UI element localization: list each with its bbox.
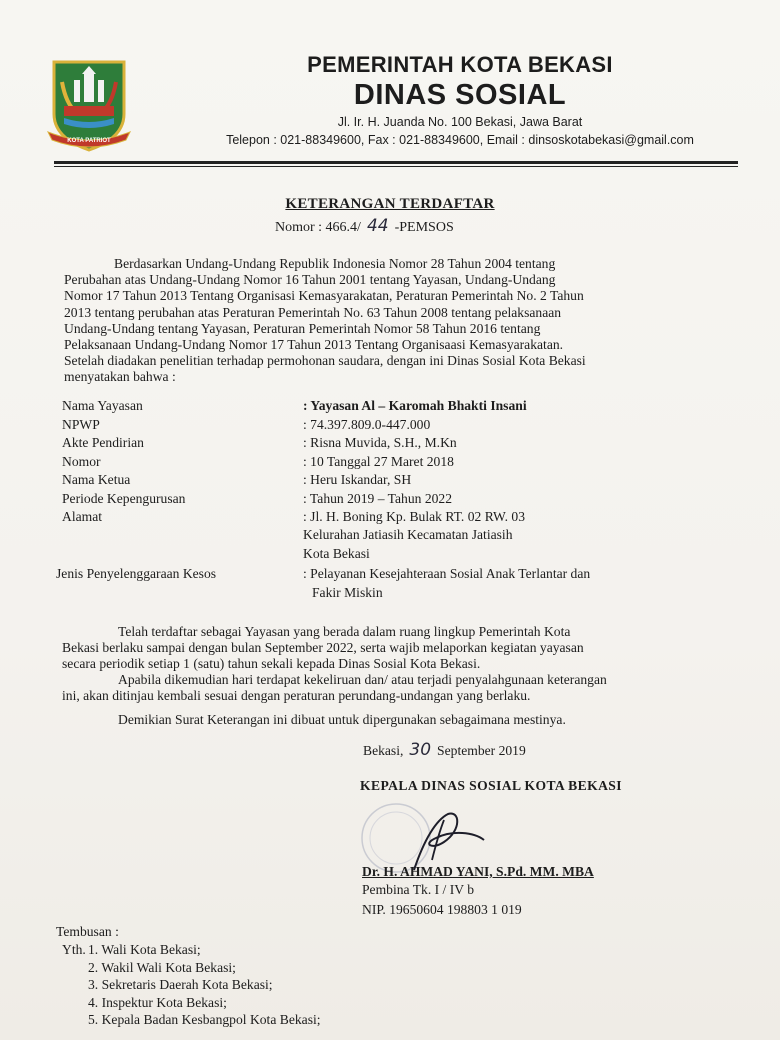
signatory-rank: Pembina Tk. I / IV b <box>362 882 475 897</box>
field-label: NPWP <box>62 417 100 432</box>
field-value: : 74.397.809.0-447.000 <box>303 417 431 432</box>
field-value: : Risna Muvida, S.H., M.Kn <box>303 435 457 450</box>
document-number: Nomor : 466.4/ 44 -PEMSOS <box>275 216 454 236</box>
field-label: Nama Yayasan <box>62 398 143 413</box>
field-label: Akte Pendirian <box>62 435 144 450</box>
bekasi-city-emblem <box>44 54 134 154</box>
field-label: Nomor <box>62 454 101 469</box>
field-value: : Jl. H. Boning Kp. Bulak RT. 02 RW. 03 <box>303 509 525 524</box>
registration-paragraph: Telah terdaftar sebagai Yayasan yang berada dalam ruang lingkup Pemerintah Kota Bekasi berlaku sampai dengan bulan September 2022, serta wajib melaporkan kegiatan yayasan secara periodik setiap 1 (satu) tahun sekali kepada Dinas Sosial Kota Bekasi. <box>62 624 584 672</box>
kesos-value-cont: Fakir Miskin <box>312 585 383 600</box>
cc-item: 5. Kepala Badan Kesbangpol Kota Bekasi; <box>88 1012 321 1027</box>
field-value: : Heru Iskandar, SH <box>303 472 412 487</box>
cc-item: 2. Wakil Wali Kota Bekasi; <box>88 960 236 975</box>
cc-item: 4. Inspektur Kota Bekasi; <box>88 995 227 1010</box>
agency-contact: Telepon : 021-88349600, Fax : 021-88349600, Email : dinsoskotabekasi@gmail.com <box>226 133 694 147</box>
signatory-name: Dr. H. AHMAD YANI, S.Pd. MM. MBA <box>362 864 594 879</box>
letterhead <box>150 52 770 147</box>
signatory-nip: NIP. 19650604 198803 1 019 <box>362 902 522 917</box>
field-value: : Yayasan Al – Karomah Bhakti Insani <box>303 398 527 413</box>
cc-item: 1. Wali Kota Bekasi; <box>88 942 201 957</box>
signatory-position: KEPALA DINAS SOSIAL KOTA BEKASI <box>360 778 622 793</box>
agency-name: DINAS SOSIAL <box>353 79 567 111</box>
cc-yth: Yth. <box>62 942 86 957</box>
kesos-value: : Pelayanan Kesejahteraan Sosial Anak Terlantar dan <box>303 566 591 581</box>
agency-address: Jl. Ir. H. Juanda No. 100 Bekasi, Jawa Barat <box>337 115 583 129</box>
closing-paragraph: Demikian Surat Keterangan ini dibuat untuk dipergunakan sebagaimana mestinya. <box>118 712 566 727</box>
header-rule-thick <box>54 161 738 164</box>
field-label: Nama Ketua <box>62 472 131 487</box>
letter-date: Bekasi, 30 September 2019 <box>363 740 526 760</box>
kesos-label: Jenis Penyelenggaraan Kesos <box>56 566 217 581</box>
cc-item: 3. Sekretaris Daerah Kota Bekasi; <box>88 977 273 992</box>
svg-text:KOTA PATRIOT: KOTA PATRIOT <box>67 138 111 144</box>
field-value: : Tahun 2019 – Tahun 2022 <box>303 491 453 506</box>
address-line-3: Kota Bekasi <box>303 546 370 561</box>
header-rule-thin <box>54 166 738 167</box>
handwritten-day: 30 <box>409 740 432 760</box>
handwritten-number: 44 <box>366 216 389 236</box>
document-title: KETERANGAN TERDAFTAR <box>285 196 495 212</box>
intro-paragraph: Berdasarkan Undang-Undang Republik Indonesia Nomor 28 Tahun 2004 tentang Perubahan atas Undang-Undang Nomor 16 Tahun 2001 tentang Yayasan, Undang-Undang Nomor 17 Tahun 2013 Tentang Organisasi Kemasyarakatan, Peraturan Pemerintah No. 2 Tahun 2013 tentang perubahan atas Peraturan Pemerintah No. 63 Tahun 2008 tentang pelaksanaan Undang-Undang tentang Yayasan, Peraturan Pemerintah Nomor 58 Tahun 2016 tentang Pelaksanaan Undang-Undang Nomor 17 Tahun 2013 Tentang Organisaasi Kemasyarakatan. Setelah diadakan penelitian terhadap permohonan saudara, dengan ini Dinas Sosial Kota Bekasi menyatakan bahwa : <box>64 256 586 385</box>
address-line-2: Kelurahan Jatiasih Kecamatan Jatiasih <box>303 527 513 542</box>
field-label: Periode Kepengurusan <box>62 491 186 506</box>
field-label: Alamat <box>62 509 103 524</box>
government-name: PEMERINTAH KOTA BEKASI <box>307 52 613 77</box>
cc-label: Tembusan : <box>56 924 119 939</box>
correction-paragraph: Apabila dikemudian hari terdapat kekeliruan dan/ atau terjadi penyalahgunaan keterangan ini, akan ditinjau kembali sesuai dengan peraturan perundang-undangan yang berlaku. <box>62 672 607 704</box>
field-value: : 10 Tanggal 27 Maret 2018 <box>303 454 454 469</box>
